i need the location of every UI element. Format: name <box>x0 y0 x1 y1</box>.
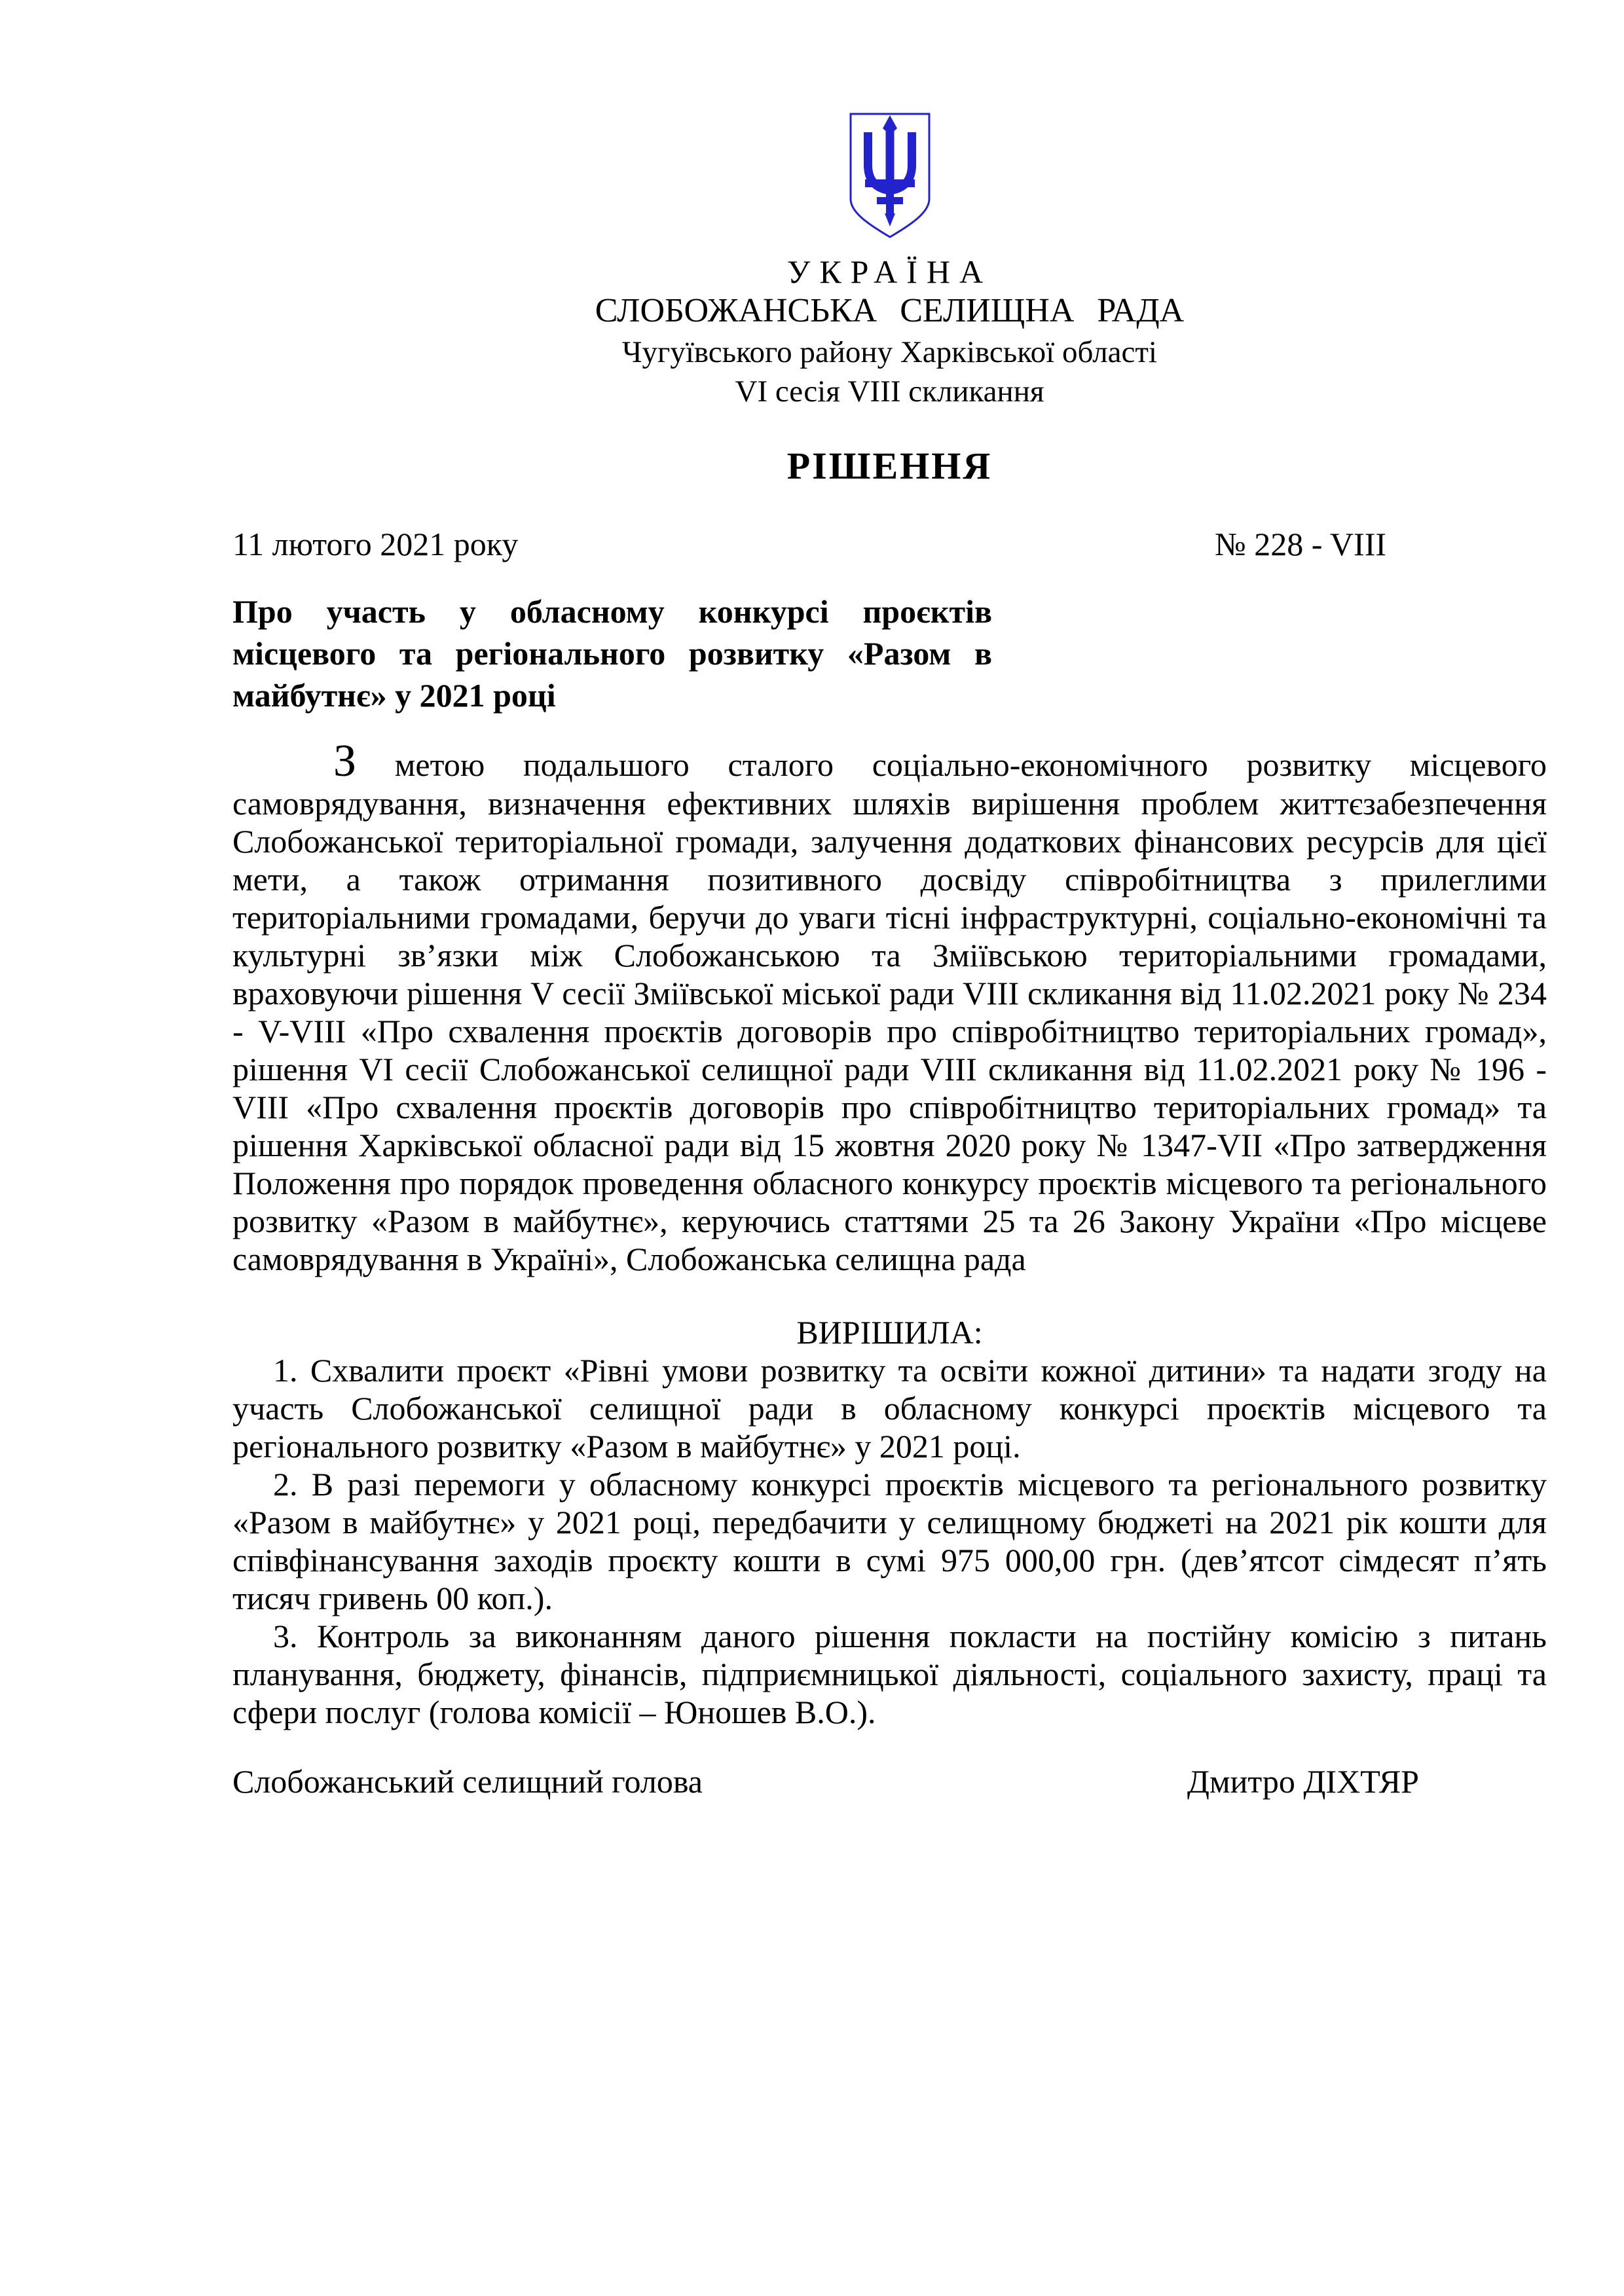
document-title: Про участь у обласному конкурсі проєктів місцевого та регіонального розвитку «Разом в майбутнє» у 2021 році <box>232 593 992 714</box>
document-number: № 228 - VIII <box>1214 526 1386 562</box>
document-date: 11 лютого 2021 року <box>232 526 519 562</box>
coat-of-arms-trident-icon <box>847 111 933 241</box>
emblem <box>232 111 1547 241</box>
session-line: VI сесія VIII скликання <box>735 374 1044 409</box>
resolution-item-3: 3. Контроль за виконанням даного рішення покласти на постійну комісію з питань планування, бюджету, фінансів, підприємницької діяльності, соціального захисту, праці та сфери послуг (голова комісії – Юношев В.О.). <box>232 1618 1547 1730</box>
preamble-text: метою подальшого сталого соціально-економічного розвитку місцевого самоврядування, визначення ефективних шляхів вирішення проблем життєзабезпечення Слобожанської територіальної громади, залучення додаткових фінансових ресурсів для цієї мети, а також отримання позитивного досвіду співробітництва з прилеглими територіальними громадами, беручи до уваги тісні інфраструктурні, соціально-економічні та культурні зв’язки між Слобожанською та Зміївською територіальними громадами, враховуючи рішення V сесії Зміївської міської ради VIII скликання від 11.02.2021 року № 234 - V-VIII «Про схвалення проєктів договорів про співробітництво територіальних громад», рішення VI сесії Слобожанської селищної ради VIII скликання від 11.02.2021 року № 196 - VIII «Про схвалення проєктів договорів про співробітництво територіальних громад» та рішення Харківської обласної ради від 15 жовтня 2020 року № 1347-VII «Про затвердження Положення про порядок проведення обласного конкурсу проєктів місцевого та регіонального розвитку «Разом в майбутнє», керуючись статтями 25 та 26 Закону України «Про місцеве самоврядування в Україні», Слобожанська селищна рада <box>232 746 1547 1277</box>
district-line: Чугуївського району Харківської області <box>622 335 1157 369</box>
date-number-row <box>232 525 1547 563</box>
country-name: УКРАЇНА <box>786 253 993 290</box>
resolution-item-2: 2. В разі перемоги у обласному конкурсі проєктів місцевого та регіонального розвитку «Разом в майбутнє» у 2021 році, передбачити у селищному бюджеті на 2021 рік кошти для співфінансування заходів проєкту кошти в сумі 975 000,00 грн. (дев’ятсот сімдесят п’ять тисяч гривень 00 коп.). <box>232 1466 1547 1616</box>
signatory-position: Слобожанський селищний голова <box>232 1763 703 1800</box>
signature-row <box>232 1762 1547 1800</box>
resolution-item-1: 1. Схвалити проєкт «Рівні умови розвитку та освіти кожної дитини» та надати згоду на участь Слобожанської селищної ради в обласному конкурсі проєктів місцевого та регіонального розвитку «Разом в майбутнє» у 2021 році. <box>232 1352 1547 1465</box>
signatory-name: Дмитро ДІХТЯР <box>1187 1763 1419 1800</box>
document-type-heading: РІШЕННЯ <box>786 445 993 487</box>
council-name: СЛОБОЖАНСЬКА СЕЛИЩНА РАДА <box>595 292 1185 329</box>
initial-letter: З <box>333 736 357 786</box>
resolved-heading: ВИРІШИЛА: <box>796 1314 983 1351</box>
preamble-paragraph <box>232 738 1547 1278</box>
